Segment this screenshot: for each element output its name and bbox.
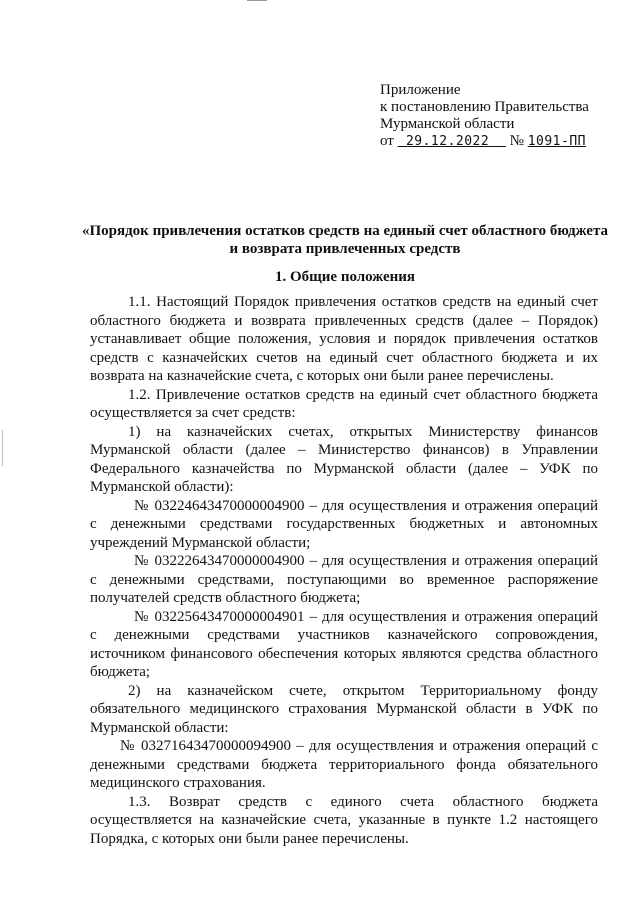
account-paragraph-1: № 03224643470000004900 – для осуществления и отражения операций с денежными средствами государственных бюджетных и автономных учреждений Мурманской области;	[90, 497, 598, 551]
resolution-date: 29.12.2022	[405, 134, 490, 149]
account-paragraph-3: № 03225643470000004901 – для осуществления и отражения операций с денежными средствами участников казначейского сопровождения, источником финансового обеспечения которых являются средства областного бюджета;	[90, 608, 598, 680]
paragraph-item-2: 2) на казначейском счете, открытом Территориальному фонду обязательного медицинского страхования Мурманской области в УФК по Мурманской области:	[90, 682, 598, 736]
appendix-header	[380, 82, 589, 150]
section-heading: 1. Общие положения	[274, 269, 416, 285]
appendix-line-1: Приложение	[380, 82, 461, 98]
paragraph-1-2: 1.2. Привлечение остатков средств на единый счет областного бюджета осуществляется за счет средств:	[90, 386, 598, 421]
scan-top-mark	[247, 0, 267, 1]
account-paragraph-2: № 03222643470000004900 – для осуществления и отражения операций с денежными средствами, поступающими во временное распоряжение получателей средств областного бюджета;	[90, 553, 598, 606]
document-body	[90, 293, 598, 848]
paragraph-item-1: 1) на казначейских счетах, открытых Министерству финансов Мурманской области (далее – Министерство финансов) в Управлении Федерального казначейства по Мурманской области (далее – УФК по Мурманской области):	[90, 423, 598, 495]
number-prefix: №	[509, 133, 524, 149]
appendix-line-3: Мурманской области	[380, 116, 515, 132]
paragraph-1-3: 1.3. Возврат средств с единого счета областного бюджета осуществляется на казначейские счета, указанные в пункте 1.2 настоящего Порядка, с которых они были ранее перечислены.	[90, 793, 598, 847]
paragraph-1-1: 1.1. Настоящий Порядок привлечения остатков средств на единый счет областного бюджета и возврата привлеченных средств (далее – Порядок) устанавливает общие положения, условия и порядок привлечения остатков средств с казначейских счетов на единый счет областного бюджета и их возврата на казначейские счета, с которых они были ранее перечислены.	[90, 294, 598, 384]
account-paragraph-4: № 03271643470000094900 – для осуществления и отражения операций с денежными средствами бюджета территориального фонда обязательного медицинского страхования.	[90, 738, 598, 791]
resolution-number: 1091-ПП	[527, 134, 586, 149]
scan-left-mark	[2, 430, 3, 466]
date-prefix: от	[380, 133, 394, 149]
appendix-date-line	[380, 133, 589, 150]
appendix-line-2: к постановлению Правительства	[380, 99, 589, 115]
document-title: «Порядок привлечения остатков средств на единый счет областного бюджета и возврата привлеченных средств	[81, 223, 609, 257]
